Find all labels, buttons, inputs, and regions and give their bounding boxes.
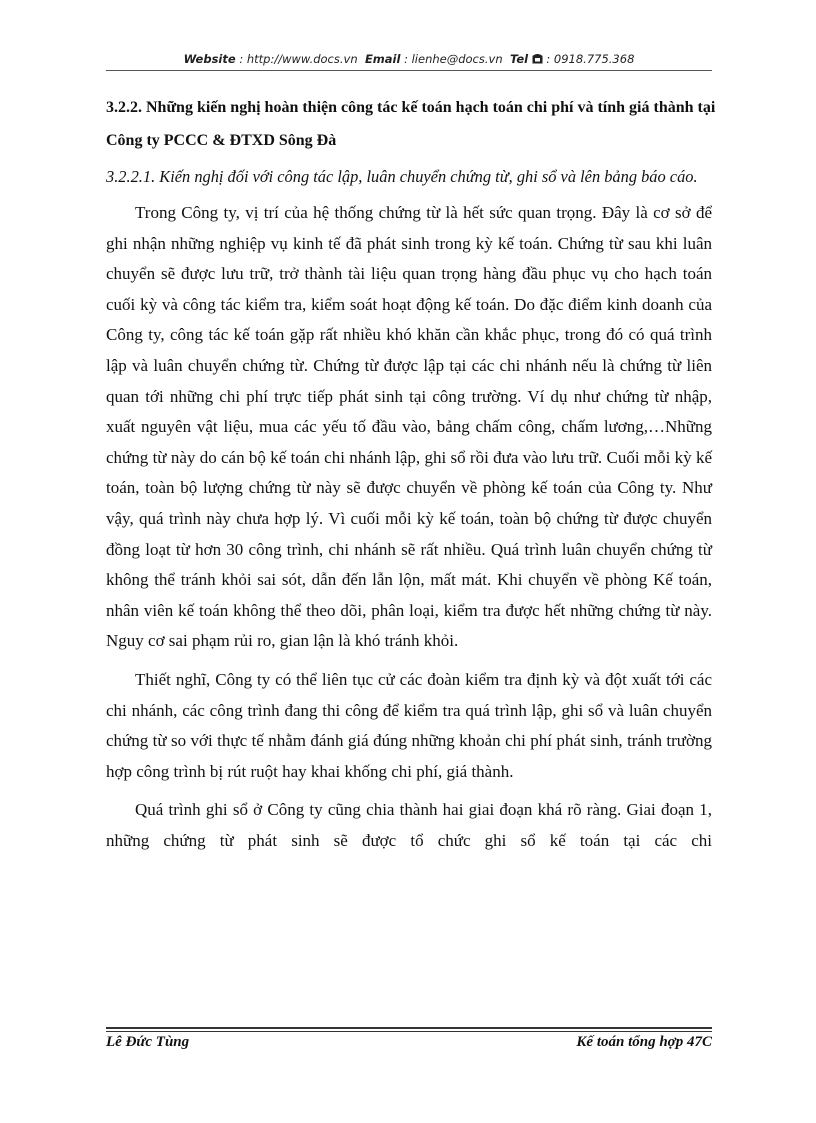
email-label: Email xyxy=(364,52,401,66)
paragraph: Thiết nghĩ, Công ty có thể liên tục cử các đoàn kiểm tra định kỳ và đột xuất tới các chi nhánh, các công trình đang thi công để kiểm tra quá trình lập, ghi sổ và luân chuyển chứng từ so với thực tế nhằm đánh giá đúng những khoản chi phí phát sinh, tránh trường hợp công trình bị rút ruột hay khai khống chi phí, giá thành. xyxy=(106,669,712,781)
footer-divider xyxy=(106,1027,712,1029)
body-text xyxy=(106,198,712,864)
footer-course: Kế toán tổng hợp 47C xyxy=(576,1034,712,1050)
tel-value: : 0918.775.368 xyxy=(546,52,635,66)
header-divider xyxy=(106,70,712,71)
paragraph: Trong Công ty, vị trí của hệ thống chứng từ là hết sức quan trọng. Đây là cơ sở để ghi nhận những nghiệp vụ kinh tế đã phát sinh trong kỳ kế toán. Chứng từ sau khi luân chuyển sẽ được lưu trữ, trở thành tài liệu quan trọng hàng đầu phục vụ cho hạch toán cuối kỳ và công tác kiểm tra, kiểm soát hoạt động kế toán. Do đặc điểm kinh doanh của Công ty, công tác kế toán gặp rất nhiều khó khăn cần khắc phục, trong đó có quá trình lập và luân chuyển chứng từ. Chứng từ được lập tại các chi nhánh nếu là chứng từ liên quan tới những chi phí trực tiếp phát sinh tại công trường. Ví dụ như chứng từ nhập, xuất nguyên vật liệu, mua các yếu tố đầu vào, bảng chấm công, chấm lương,…Những chứng từ này do cán bộ kế toán chi nhánh lập, ghi sổ rồi đưa vào lưu trữ. Cuối mỗi kỳ kế toán, toàn bộ lượng chứng từ này sẽ được chuyển về phòng kế toán của Công ty. Như vậy, quá trình này chưa hợp lý. Vì cuối mỗi kỳ kế toán, toàn bộ chứng từ được chuyển đồng loạt từ hơn 30 công trình, chi nhánh sẽ rất nhiều. Quá trình luân chuyển chứng từ không thể tránh khỏi sai sót, dẫn đến lẫn lộn, mất mát. Khi chuyển về phòng Kế toán, nhân viên kế toán không thể theo dõi, phân loại, kiểm tra được hết những chứng từ này. Nguy cơ sai phạm rủi ro, gian lận là khó tránh khỏi. xyxy=(106,203,712,651)
section-heading: 3.2.2. Những kiến nghị hoàn thiện công tác kế toán hạch toán chi phí và tính giá thành tại Công ty PCCC & ĐTXD Sông Đà xyxy=(106,99,716,149)
paragraph: Quá trình ghi sổ ở Công ty cũng chia thành hai giai đoạn khá rõ ràng. Giai đoạn 1, những chứng từ phát sinh sẽ được tổ chức ghi sổ kế toán tại các chi xyxy=(106,800,712,850)
email-value: : lienhe@docs.vn xyxy=(404,52,503,66)
footer-divider-thin xyxy=(106,1031,712,1032)
phone-icon xyxy=(532,53,543,67)
subsection-heading: 3.2.2.1. Kiến nghị đối với công tác lập, luân chuyển chứng từ, ghi sổ và lên bảng báo cáo. xyxy=(106,167,698,186)
website-value: : http://www.docs.vn xyxy=(239,52,358,66)
footer-author: Lê Đức Tùng xyxy=(106,1034,190,1050)
website-label: Website xyxy=(183,52,236,66)
page-header xyxy=(106,52,712,67)
tel-label: Tel xyxy=(509,52,529,66)
